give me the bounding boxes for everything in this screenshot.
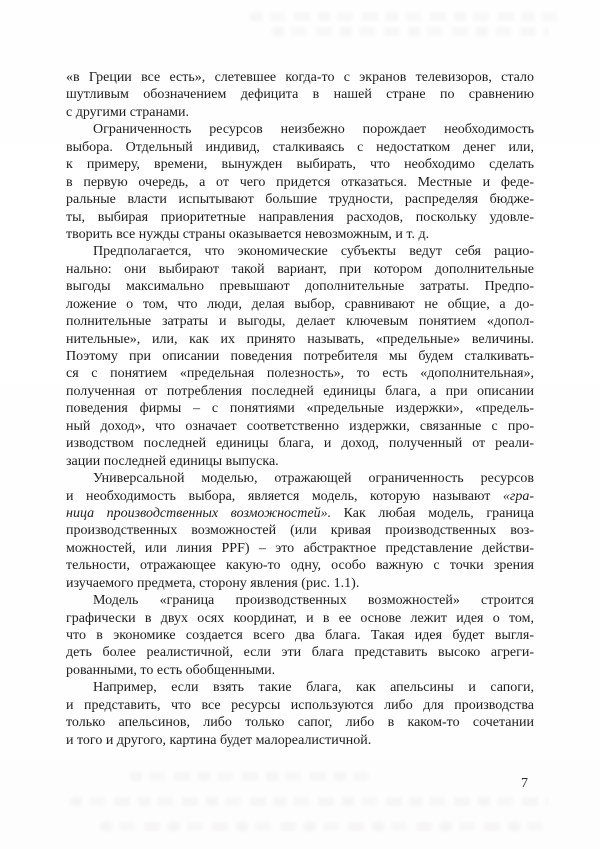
text-line: деть более реалистичной, если эти блага представить высоко агреги-	[66, 645, 534, 661]
text-line: производственных возможностей (или кривая производственных воз-	[66, 523, 534, 539]
paragraph	[66, 69, 534, 121]
text-line: можностей, или линия PPF) – это абстрактное представление действи-	[66, 540, 534, 556]
text-run: Как любая модель, граница	[331, 505, 534, 521]
text-line: ный доход», что означает соответственно издержки, связанные с про-	[66, 418, 534, 434]
text-line: тельности, отражающее какую-то одну, особо важную с точки зрения	[66, 558, 534, 574]
text-line: ся с понятием «предельная полезность», то есть «дополнительная»,	[66, 366, 534, 382]
text-line: ральные власти испытывают большие трудности, распределяя бюдже-	[66, 192, 534, 208]
bleed-through-smudge	[100, 822, 552, 831]
text-line: рованными, то есть обобщенными.	[66, 662, 276, 678]
text-line: Универсальной моделью, отражающей ограниченность ресурсов	[93, 471, 534, 487]
text-line: ты, выбирая приоритетные направления расходов, поскольку удовле-	[66, 209, 534, 225]
text-line: графически в двух осях координат, и в ее основе лежит идея о том,	[66, 610, 534, 626]
text-line: изучаемого предмета, сторону явления (рис. 1.1).	[66, 575, 360, 591]
paragraph	[66, 592, 534, 679]
text-line: полнительные затраты и выгоды, делает ключевым понятием «допол-	[66, 314, 534, 330]
text-line: выгоды максимально превышают дополнительные затраты. Предпо-	[66, 279, 534, 295]
text-line: Ограниченность ресурсов неизбежно порождает необходимость	[93, 122, 534, 138]
text-line: Предполагается, что экономические субъекты ведут себя рацио-	[93, 244, 534, 260]
paragraph	[66, 470, 534, 592]
text-line: нально: они выбирают такой вариант, при котором дополнительные	[66, 261, 534, 277]
paragraph	[66, 679, 534, 749]
text-block	[66, 69, 534, 749]
italic-text-run: ница производственных возможностей».	[66, 505, 332, 521]
bleed-through-smudge	[70, 797, 548, 806]
text-line: в первую очередь, а от чего придется отказаться. Местные и феде-	[66, 174, 534, 190]
bleed-through-smudge	[272, 27, 548, 36]
paragraph	[66, 243, 534, 470]
text-run: и необходимость выбора, является модель, которую называют	[66, 488, 503, 504]
text-line: «в Греции все есть», слетевшее когда-то с экранов телевизоров, стало	[66, 70, 534, 85]
text-line: изводством последней единицы блага, и доход, полученный от реали-	[66, 436, 534, 452]
text-line: творить все нужды страны оказывается невозможным, и т. д.	[66, 226, 430, 242]
text-line	[66, 505, 534, 522]
text-line: Модель «граница производственных возможностей» строится	[93, 593, 534, 609]
text-line: только апельсинов, либо только сапог, либо в каком-то сочетании	[66, 715, 534, 731]
text-line	[66, 488, 534, 505]
text-line: полученная от потребления последней единицы блага, а при описании	[66, 383, 534, 399]
italic-text-run: «гра-	[502, 488, 534, 504]
text-line: с другими странами.	[66, 104, 190, 120]
text-line: ложение о том, что люди, делая выбор, сравнивают не общие, а до-	[66, 296, 534, 312]
page-number: 7	[521, 776, 528, 791]
text-line: поведения фирмы – с понятиями «предельные издержки», «предель-	[66, 401, 534, 417]
text-line: и того и другого, картина будет малореалистичной.	[66, 732, 372, 748]
text-line: выбора. Отдельный индивид, сталкиваясь с недостатком денег или,	[66, 139, 534, 155]
text-line: и представить, что все ресурсы используются либо для производства	[66, 697, 534, 713]
bleed-through-smudge	[250, 12, 560, 21]
text-line: Например, если взять такие блага, как апельсины и сапоги,	[93, 680, 534, 696]
text-line: что в экономике создается всего два блага. Такая идея будет выгля-	[66, 628, 534, 643]
text-line: зации последней единицы выпуска.	[66, 453, 279, 469]
text-line: Поэтому при описании поведения потребителя мы будем сталкивать-	[66, 349, 534, 364]
text-line: нительные», или, как их принято называть, «предельные» величины.	[66, 331, 534, 347]
paragraph	[66, 121, 534, 243]
text-line: шутливым обозначением дефицита в нашей стране по сравнению	[66, 87, 534, 103]
text-line: к примеру, времени, вынужден выбирать, что необходимо сделать	[66, 157, 534, 173]
